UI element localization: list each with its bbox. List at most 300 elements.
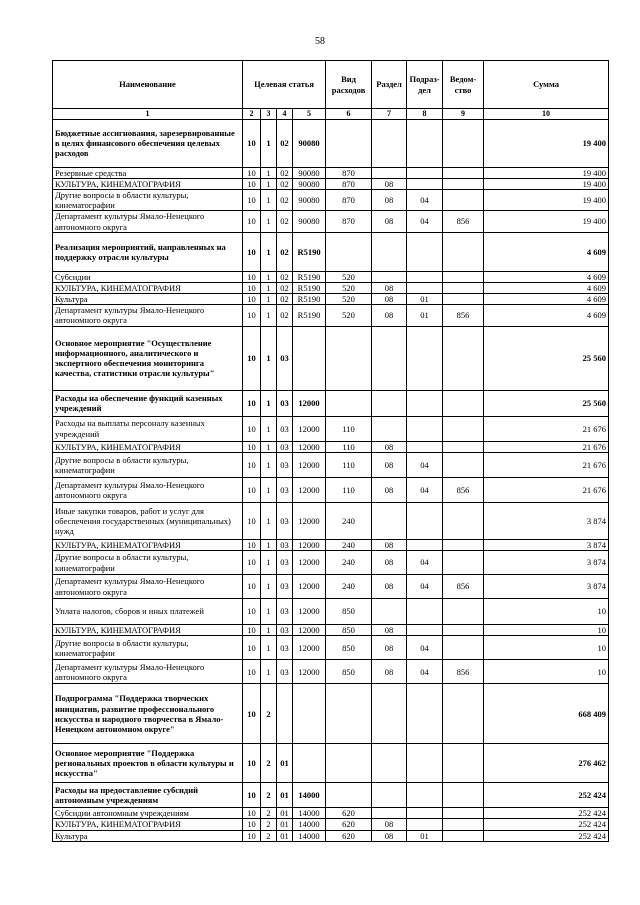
expense-type-cell: 520 <box>326 271 372 282</box>
section-cell: 08 <box>372 294 407 305</box>
target-article-measure-cell: 01 <box>277 783 293 808</box>
row-name-cell: Реализация мероприятий, направленных на поддержку отрасли культуры <box>53 232 243 271</box>
expense-type-cell <box>326 232 372 271</box>
table-row <box>53 819 609 830</box>
header-row <box>53 61 609 109</box>
table-row <box>53 452 609 477</box>
column-index: 10 <box>484 109 609 120</box>
header-expense-type: Вид расходов <box>326 61 372 109</box>
target-article-measure-cell: 03 <box>277 575 293 599</box>
subsection-cell <box>407 808 443 819</box>
row-name-cell: Уплата налогов, сборов и иных платежей <box>53 599 243 625</box>
target-article-subprogram-cell: 1 <box>261 452 277 477</box>
row-name-cell: Департамент культуры Ямало-Ненецкого автономного округа <box>53 211 243 232</box>
target-article-direction-cell <box>293 744 326 783</box>
section-cell: 08 <box>372 282 407 293</box>
row-name-cell: КУЛЬТУРА, КИНЕМАТОГРАФИЯ <box>53 282 243 293</box>
target-article-direction-cell: 12000 <box>293 390 326 416</box>
target-article-program-cell: 10 <box>243 211 261 232</box>
department-cell <box>443 452 484 477</box>
target-article-measure-cell: 03 <box>277 625 293 636</box>
department-cell <box>443 783 484 808</box>
section-cell <box>372 808 407 819</box>
target-article-program-cell: 10 <box>243 660 261 684</box>
target-article-measure-cell: 03 <box>277 390 293 416</box>
expense-type-cell <box>326 119 372 167</box>
table-row <box>53 744 609 783</box>
expense-type-cell: 620 <box>326 819 372 830</box>
section-cell <box>372 232 407 271</box>
target-article-direction-cell: R5190 <box>293 232 326 271</box>
row-name-cell: Субсидии <box>53 271 243 282</box>
expense-type-cell: 870 <box>326 211 372 232</box>
target-article-measure-cell: 01 <box>277 830 293 841</box>
subsection-cell <box>407 539 443 550</box>
target-article-subprogram-cell: 1 <box>261 178 277 189</box>
department-cell <box>443 119 484 167</box>
target-article-program-cell: 10 <box>243 625 261 636</box>
expense-type-cell: 870 <box>326 178 372 189</box>
section-cell: 08 <box>372 441 407 452</box>
sum-cell: 668 409 <box>484 684 609 744</box>
target-article-direction-cell: 12000 <box>293 539 326 550</box>
section-cell: 08 <box>372 305 407 326</box>
subsection-cell <box>407 783 443 808</box>
target-article-direction-cell: 14000 <box>293 819 326 830</box>
target-article-measure-cell: 03 <box>277 326 293 390</box>
expense-type-cell: 870 <box>326 167 372 178</box>
target-article-subprogram-cell: 1 <box>261 539 277 550</box>
sum-cell: 21 676 <box>484 477 609 502</box>
target-article-subprogram-cell: 1 <box>261 502 277 539</box>
target-article-direction-cell: 12000 <box>293 625 326 636</box>
subsection-cell: 01 <box>407 294 443 305</box>
table-row <box>53 271 609 282</box>
target-article-subprogram-cell: 1 <box>261 551 277 575</box>
section-cell <box>372 167 407 178</box>
section-cell: 08 <box>372 625 407 636</box>
subsection-cell <box>407 390 443 416</box>
target-article-subprogram-cell: 1 <box>261 232 277 271</box>
column-index: 6 <box>326 109 372 120</box>
sum-cell: 4 609 <box>484 305 609 326</box>
sum-cell: 4 609 <box>484 232 609 271</box>
header-department: Ведом-ство <box>443 61 484 109</box>
table-row <box>53 416 609 441</box>
sum-cell: 10 <box>484 660 609 684</box>
target-article-direction-cell: 12000 <box>293 575 326 599</box>
subsection-cell <box>407 326 443 390</box>
target-article-program-cell: 10 <box>243 271 261 282</box>
department-cell <box>443 551 484 575</box>
section-cell: 08 <box>372 660 407 684</box>
target-article-direction-cell: 90080 <box>293 178 326 189</box>
department-cell <box>443 539 484 550</box>
subsection-cell: 04 <box>407 452 443 477</box>
target-article-program-cell: 10 <box>243 390 261 416</box>
table-row <box>53 808 609 819</box>
section-cell: 08 <box>372 830 407 841</box>
expense-type-cell: 240 <box>326 551 372 575</box>
row-name-cell: Подпрограмма "Поддержка творческих инициатив, развитие профессионального искусства и народного творчества в Ямало-Ненецком автономном округе" <box>53 684 243 744</box>
section-cell: 08 <box>372 819 407 830</box>
target-article-direction-cell <box>293 326 326 390</box>
row-name-cell: Департамент культуры Ямало-Ненецкого автономного округа <box>53 477 243 502</box>
target-article-measure-cell: 03 <box>277 660 293 684</box>
subsection-cell <box>407 441 443 452</box>
target-article-program-cell: 10 <box>243 294 261 305</box>
sum-cell: 3 874 <box>484 539 609 550</box>
table-row <box>53 282 609 293</box>
target-article-measure-cell: 02 <box>277 211 293 232</box>
subsection-cell: 04 <box>407 477 443 502</box>
target-article-direction-cell: R5190 <box>293 294 326 305</box>
target-article-subprogram-cell: 1 <box>261 625 277 636</box>
expense-type-cell: 850 <box>326 599 372 625</box>
table-row <box>53 684 609 744</box>
expense-type-cell: 240 <box>326 502 372 539</box>
target-article-subprogram-cell: 1 <box>261 167 277 178</box>
target-article-direction-cell: 12000 <box>293 416 326 441</box>
expense-type-cell: 110 <box>326 477 372 502</box>
target-article-program-cell: 10 <box>243 599 261 625</box>
target-article-direction-cell: 14000 <box>293 783 326 808</box>
target-article-subprogram-cell: 1 <box>261 119 277 167</box>
column-index: 2 <box>243 109 261 120</box>
target-article-program-cell: 10 <box>243 808 261 819</box>
header-section: Раздел <box>372 61 407 109</box>
column-index: 1 <box>53 109 243 120</box>
target-article-measure-cell: 02 <box>277 271 293 282</box>
table-row <box>53 660 609 684</box>
department-cell <box>443 167 484 178</box>
department-cell <box>443 502 484 539</box>
row-name-cell: КУЛЬТУРА, КИНЕМАТОГРАФИЯ <box>53 441 243 452</box>
target-article-program-cell: 10 <box>243 189 261 210</box>
department-cell <box>443 684 484 744</box>
target-article-direction-cell: 12000 <box>293 599 326 625</box>
department-cell: 856 <box>443 305 484 326</box>
column-index: 8 <box>407 109 443 120</box>
target-article-program-cell: 10 <box>243 575 261 599</box>
subsection-cell <box>407 502 443 539</box>
target-article-direction-cell: R5190 <box>293 305 326 326</box>
department-cell <box>443 599 484 625</box>
target-article-program-cell: 10 <box>243 167 261 178</box>
section-cell: 08 <box>372 189 407 210</box>
expense-type-cell: 520 <box>326 282 372 293</box>
target-article-program-cell: 10 <box>243 636 261 660</box>
target-article-program-cell: 10 <box>243 441 261 452</box>
target-article-direction-cell: 12000 <box>293 636 326 660</box>
subsection-cell <box>407 167 443 178</box>
sum-cell: 4 609 <box>484 294 609 305</box>
subsection-cell: 01 <box>407 830 443 841</box>
section-cell: 08 <box>372 636 407 660</box>
target-article-program-cell: 10 <box>243 783 261 808</box>
section-cell <box>372 271 407 282</box>
column-index-row <box>53 109 609 120</box>
department-cell <box>443 271 484 282</box>
sum-cell: 252 424 <box>484 783 609 808</box>
table-row <box>53 305 609 326</box>
expense-type-cell: 850 <box>326 625 372 636</box>
target-article-measure-cell: 02 <box>277 294 293 305</box>
sum-cell: 252 424 <box>484 808 609 819</box>
subsection-cell <box>407 819 443 830</box>
row-name-cell: Департамент культуры Ямало-Ненецкого автономного округа <box>53 305 243 326</box>
target-article-measure-cell: 01 <box>277 808 293 819</box>
table-row <box>53 326 609 390</box>
header-sum: Сумма <box>484 61 609 109</box>
column-index: 3 <box>261 109 277 120</box>
target-article-program-cell: 10 <box>243 551 261 575</box>
expense-type-cell: 850 <box>326 636 372 660</box>
target-article-subprogram-cell: 1 <box>261 294 277 305</box>
column-index: 7 <box>372 109 407 120</box>
target-article-subprogram-cell: 1 <box>261 575 277 599</box>
section-cell <box>372 502 407 539</box>
column-index: 4 <box>277 109 293 120</box>
expense-type-cell <box>326 326 372 390</box>
row-name-cell: Иные закупки товаров, работ и услуг для обеспечения государственных (муниципальных) нужд <box>53 502 243 539</box>
target-article-direction-cell: 12000 <box>293 477 326 502</box>
subsection-cell: 04 <box>407 636 443 660</box>
table-row <box>53 551 609 575</box>
section-cell <box>372 390 407 416</box>
target-article-subprogram-cell: 1 <box>261 477 277 502</box>
sum-cell: 19 400 <box>484 119 609 167</box>
row-name-cell: Резервные средства <box>53 167 243 178</box>
sum-cell: 25 560 <box>484 326 609 390</box>
table-row <box>53 539 609 550</box>
sum-cell: 3 874 <box>484 502 609 539</box>
table-row <box>53 575 609 599</box>
target-article-measure-cell: 02 <box>277 178 293 189</box>
row-name-cell: Расходы на предоставление субсидий автономным учреждениям <box>53 783 243 808</box>
subsection-cell <box>407 599 443 625</box>
department-cell: 856 <box>443 211 484 232</box>
subsection-cell <box>407 744 443 783</box>
target-article-direction-cell: 12000 <box>293 452 326 477</box>
table-row <box>53 232 609 271</box>
table-row <box>53 178 609 189</box>
section-cell <box>372 783 407 808</box>
section-cell: 08 <box>372 539 407 550</box>
target-article-measure-cell: 02 <box>277 119 293 167</box>
department-cell <box>443 744 484 783</box>
department-cell <box>443 819 484 830</box>
target-article-measure-cell: 02 <box>277 167 293 178</box>
subsection-cell: 04 <box>407 551 443 575</box>
table-row <box>53 625 609 636</box>
subsection-cell <box>407 282 443 293</box>
target-article-subprogram-cell: 2 <box>261 819 277 830</box>
header-subsection: Подраз-дел <box>407 61 443 109</box>
target-article-subprogram-cell: 1 <box>261 441 277 452</box>
target-article-program-cell: 10 <box>243 416 261 441</box>
row-name-cell: Другие вопросы в области культуры, кинематографии <box>53 189 243 210</box>
target-article-direction-cell: 90080 <box>293 119 326 167</box>
target-article-direction-cell <box>293 684 326 744</box>
target-article-subprogram-cell: 2 <box>261 830 277 841</box>
subsection-cell: 04 <box>407 189 443 210</box>
row-name-cell: Культура <box>53 830 243 841</box>
department-cell <box>443 390 484 416</box>
expense-type-cell: 110 <box>326 441 372 452</box>
sum-cell: 19 400 <box>484 178 609 189</box>
table-row <box>53 119 609 167</box>
subsection-cell <box>407 416 443 441</box>
sum-cell: 4 609 <box>484 282 609 293</box>
sum-cell: 276 462 <box>484 744 609 783</box>
target-article-direction-cell: 14000 <box>293 830 326 841</box>
row-name-cell: Субсидии автономным учреждениям <box>53 808 243 819</box>
table-row <box>53 830 609 841</box>
section-cell: 08 <box>372 551 407 575</box>
section-cell: 08 <box>372 452 407 477</box>
subsection-cell <box>407 625 443 636</box>
target-article-direction-cell: 12000 <box>293 551 326 575</box>
sum-cell: 19 400 <box>484 211 609 232</box>
sum-cell: 19 400 <box>484 189 609 210</box>
target-article-program-cell: 10 <box>243 452 261 477</box>
row-name-cell: Основное мероприятие "Осуществление информационного, аналитического и экспертного обеспечения мониторинга качества, статистики отрасли культуры" <box>53 326 243 390</box>
expense-type-cell: 850 <box>326 660 372 684</box>
target-article-subprogram-cell: 1 <box>261 416 277 441</box>
target-article-measure-cell: 03 <box>277 441 293 452</box>
target-article-program-cell: 10 <box>243 477 261 502</box>
subsection-cell <box>407 232 443 271</box>
row-name-cell: Бюджетные ассигнования, зарезервированные в целях финансового обеспечения целевых расходов <box>53 119 243 167</box>
table-row <box>53 783 609 808</box>
sum-cell: 3 874 <box>484 551 609 575</box>
expense-type-cell: 520 <box>326 294 372 305</box>
page-number: 58 <box>315 36 325 47</box>
department-cell <box>443 830 484 841</box>
department-cell <box>443 178 484 189</box>
target-article-measure-cell: 02 <box>277 282 293 293</box>
sum-cell: 25 560 <box>484 390 609 416</box>
expense-type-cell: 870 <box>326 189 372 210</box>
table-row <box>53 502 609 539</box>
row-name-cell: Другие вопросы в области культуры, кинематографии <box>53 551 243 575</box>
row-name-cell: Департамент культуры Ямало-Ненецкого автономного округа <box>53 575 243 599</box>
subsection-cell <box>407 684 443 744</box>
subsection-cell: 04 <box>407 575 443 599</box>
target-article-measure-cell: 03 <box>277 477 293 502</box>
expense-type-cell: 520 <box>326 305 372 326</box>
sum-cell: 21 676 <box>484 452 609 477</box>
department-cell <box>443 636 484 660</box>
target-article-program-cell: 10 <box>243 744 261 783</box>
target-article-subprogram-cell: 1 <box>261 636 277 660</box>
expense-type-cell <box>326 744 372 783</box>
target-article-direction-cell: 12000 <box>293 441 326 452</box>
row-name-cell: Расходы на выплаты персоналу казенных учреждений <box>53 416 243 441</box>
section-cell <box>372 416 407 441</box>
department-cell <box>443 232 484 271</box>
target-article-subprogram-cell: 2 <box>261 744 277 783</box>
target-article-measure-cell: 03 <box>277 539 293 550</box>
section-cell <box>372 744 407 783</box>
target-article-program-cell: 10 <box>243 282 261 293</box>
subsection-cell: 04 <box>407 211 443 232</box>
target-article-measure-cell: 03 <box>277 636 293 660</box>
subsection-cell <box>407 271 443 282</box>
department-cell: 856 <box>443 477 484 502</box>
table-row <box>53 477 609 502</box>
target-article-program-cell: 10 <box>243 326 261 390</box>
target-article-subprogram-cell: 1 <box>261 305 277 326</box>
department-cell <box>443 294 484 305</box>
row-name-cell: Основное мероприятие "Поддержка региональных проектов в области культуры и искусства" <box>53 744 243 783</box>
section-cell: 08 <box>372 178 407 189</box>
target-article-measure-cell <box>277 684 293 744</box>
target-article-subprogram-cell: 1 <box>261 271 277 282</box>
sum-cell: 19 400 <box>484 167 609 178</box>
department-cell <box>443 326 484 390</box>
department-cell: 856 <box>443 575 484 599</box>
target-article-direction-cell: 90080 <box>293 211 326 232</box>
target-article-program-cell: 10 <box>243 819 261 830</box>
target-article-direction-cell: 90080 <box>293 189 326 210</box>
section-cell <box>372 326 407 390</box>
department-cell <box>443 808 484 819</box>
sum-cell: 10 <box>484 625 609 636</box>
expense-type-cell: 620 <box>326 830 372 841</box>
expense-type-cell: 240 <box>326 575 372 599</box>
sum-cell: 21 676 <box>484 416 609 441</box>
target-article-measure-cell: 03 <box>277 599 293 625</box>
expense-type-cell <box>326 783 372 808</box>
expense-type-cell <box>326 390 372 416</box>
budget-table <box>52 60 609 842</box>
row-name-cell: КУЛЬТУРА, КИНЕМАТОГРАФИЯ <box>53 625 243 636</box>
expense-type-cell: 620 <box>326 808 372 819</box>
target-article-measure-cell: 03 <box>277 502 293 539</box>
table-row <box>53 189 609 210</box>
section-cell: 08 <box>372 211 407 232</box>
target-article-subprogram-cell: 1 <box>261 326 277 390</box>
row-name-cell: Департамент культуры Ямало-Ненецкого автономного округа <box>53 660 243 684</box>
table-row <box>53 390 609 416</box>
row-name-cell: КУЛЬТУРА, КИНЕМАТОГРАФИЯ <box>53 178 243 189</box>
header-target-article: Целевая статья <box>243 61 326 109</box>
department-cell <box>443 416 484 441</box>
row-name-cell: Другие вопросы в области культуры, кинематографии <box>53 452 243 477</box>
department-cell <box>443 189 484 210</box>
target-article-measure-cell: 02 <box>277 189 293 210</box>
row-name-cell: Другие вопросы в области культуры, кинематографии <box>53 636 243 660</box>
section-cell <box>372 684 407 744</box>
target-article-measure-cell: 02 <box>277 232 293 271</box>
target-article-subprogram-cell: 1 <box>261 189 277 210</box>
target-article-program-cell: 10 <box>243 305 261 326</box>
target-article-direction-cell: R5190 <box>293 271 326 282</box>
sum-cell: 3 874 <box>484 575 609 599</box>
target-article-direction-cell: 90080 <box>293 167 326 178</box>
expense-type-cell: 240 <box>326 539 372 550</box>
target-article-direction-cell: 12000 <box>293 660 326 684</box>
expense-type-cell <box>326 684 372 744</box>
department-cell <box>443 625 484 636</box>
target-article-program-cell: 10 <box>243 178 261 189</box>
target-article-direction-cell: 12000 <box>293 502 326 539</box>
header-name: Наименование <box>53 61 243 109</box>
table-row <box>53 294 609 305</box>
table-row <box>53 211 609 232</box>
